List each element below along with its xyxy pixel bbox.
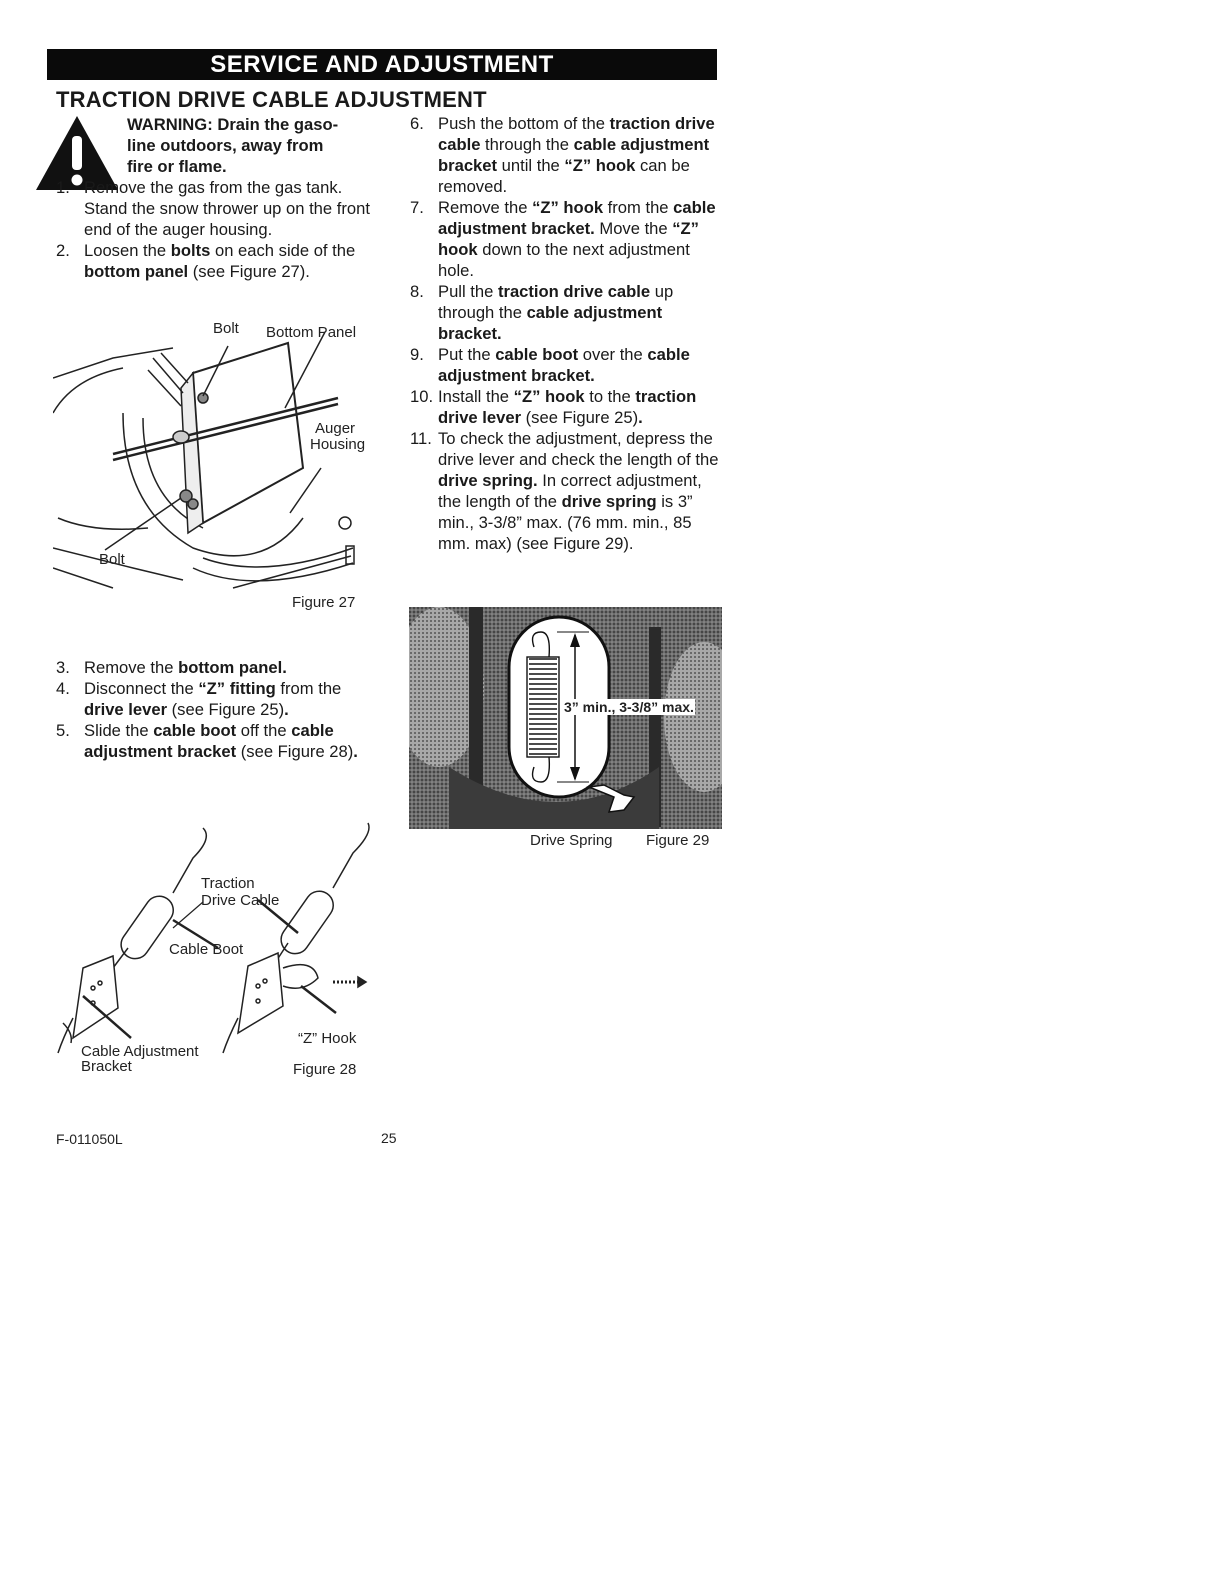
step-text: Pull the traction drive cable up through the cable adjustment bracket. xyxy=(438,282,674,343)
step-item xyxy=(56,657,376,678)
step-number: 3. xyxy=(56,658,70,677)
step-item xyxy=(410,113,725,197)
step-number: 6. xyxy=(410,114,424,133)
step-item xyxy=(410,281,725,344)
step-list xyxy=(410,113,725,554)
section-banner: SERVICE AND ADJUSTMENT xyxy=(47,49,717,80)
step-number: 9. xyxy=(410,345,424,364)
step-number: 8. xyxy=(410,282,424,301)
step-number: 5. xyxy=(56,721,70,740)
step-item xyxy=(56,177,376,240)
bolt-label-top: Bolt xyxy=(213,320,239,337)
warning-text xyxy=(127,114,387,177)
step-text: Install the “Z” hook to the traction drive lever (see Figure 25). xyxy=(438,387,697,427)
warning-line: fire or flame. xyxy=(127,157,227,176)
step-list xyxy=(56,177,376,282)
page-number: 25 xyxy=(381,1130,397,1146)
step-number: 1. xyxy=(56,178,70,197)
step-number: 7. xyxy=(410,198,424,217)
housing-label: Housing xyxy=(310,436,366,453)
bracket-label: Bracket xyxy=(81,1058,132,1075)
cable-boot-label: Cable Boot xyxy=(169,941,244,958)
figure-28-caption: Figure 28 xyxy=(293,1061,357,1078)
step-number: 11. xyxy=(410,429,432,448)
drive-cable-label: Drive Cable xyxy=(201,892,280,909)
step-text: Loosen the bolts on each side of the bottom panel (see Figure 27). xyxy=(84,241,356,281)
step-number: 2. xyxy=(56,241,70,260)
steps-list-1 xyxy=(56,177,376,282)
bottom-panel-label: Bottom Panel xyxy=(266,324,357,341)
step-list xyxy=(56,657,376,762)
cable-adjustment-label: Cable Adjustment xyxy=(81,1043,199,1060)
step-text: Slide the cable boot off the cable adjustment bracket (see Figure 28). xyxy=(84,721,358,761)
figure-29-caption: Figure 29 xyxy=(646,832,710,849)
step-item xyxy=(410,344,725,386)
step-item xyxy=(410,386,725,428)
bolt-label-bottom: Bolt xyxy=(99,551,125,568)
step-number: 10. xyxy=(410,387,434,406)
figure-27-caption: Figure 27 xyxy=(292,594,356,611)
step-text: Push the bottom of the traction drive cable through the cable adjustment bracket until the “Z” hook can be removed. xyxy=(438,114,715,196)
spring-length-label: 3” min., 3-3/8” max. xyxy=(564,699,694,715)
auger-label: Auger xyxy=(315,420,356,437)
figure-27-illustration xyxy=(53,318,373,618)
step-text: Disconnect the “Z” fitting from the drive lever (see Figure 25). xyxy=(84,679,342,719)
traction-label: Traction xyxy=(201,875,255,892)
step-item xyxy=(410,197,725,281)
warning-line: WARNING: Drain the gaso- xyxy=(127,115,339,134)
warning-line: line outdoors, away from xyxy=(127,136,324,155)
step-item xyxy=(56,240,376,282)
figure-28 xyxy=(53,818,373,1083)
steps-list-3 xyxy=(410,113,725,554)
step-item xyxy=(56,678,376,720)
figure-27 xyxy=(53,318,373,618)
page-title: TRACTION DRIVE CABLE ADJUSTMENT xyxy=(56,87,487,112)
z-hook-label: “Z” Hook xyxy=(298,1030,357,1047)
steps-list-2 xyxy=(56,657,376,762)
step-text: Remove the “Z” hook from the cable adjustment bracket. Move the “Z” hook down to the next adjustment hole. xyxy=(438,198,716,280)
step-text: Put the cable boot over the cable adjustment bracket. xyxy=(438,345,690,385)
document-id: F-011050L xyxy=(56,1131,123,1147)
step-text: Remove the gas from the gas tank. Stand the snow thrower up on the front end of the auger housing. xyxy=(84,178,370,239)
step-number: 4. xyxy=(56,679,70,698)
step-item xyxy=(410,428,725,554)
figure-29 xyxy=(409,607,722,852)
step-text: To check the adjustment, depress the drive lever and check the length of the drive spring. In correct adjustment, the length of the drive spring is 3” min., 3-3/8” max. (76 mm. min., 85 mm. max) (see Figure 29). xyxy=(438,429,719,553)
drive-spring-label: Drive Spring xyxy=(530,832,613,849)
figure-29-photo xyxy=(409,607,722,852)
step-text: Remove the bottom panel. xyxy=(84,658,287,677)
step-item xyxy=(56,720,376,762)
